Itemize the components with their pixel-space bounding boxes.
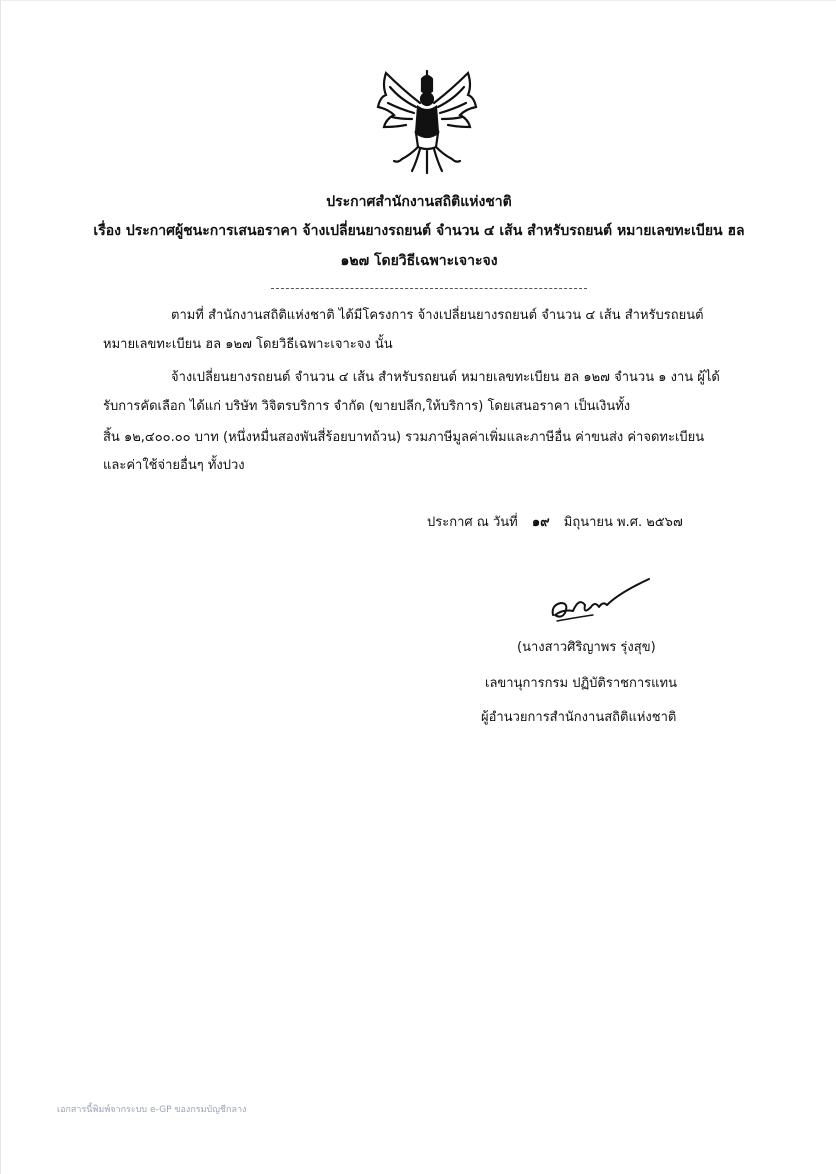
- subject-line-1: เรื่อง ประกาศผู้ชนะการเสนอราคา จ้างเปลี่ยนยางรถยนต์ จำนวน ๔ เส้น สำหรับรถยนต์ หมายเลขทะเบียน ฮล: [93, 223, 745, 239]
- announcement-date: [427, 513, 683, 533]
- announcement-title: ประกาศสำนักงานสถิติแห่งชาติ: [326, 194, 512, 210]
- subject-line-2: ๑๒๗ โดยวิธีเฉพาะเจาะจง: [340, 253, 498, 269]
- paragraph-2-line-2: รับการคัดเลือก ได้แก่ บริษัท วิจิตรบริการ จำกัด (ขายปลีก,ให้บริการ) โดยเสนอราคา เป็นเงินทั้ง: [103, 399, 631, 414]
- paragraph-2-line-4: และค่าใช้จ่ายอื่นๆ ทั้งปวง: [103, 458, 245, 473]
- egp-footer-note: เอกสารนี้พิมพ์จากระบบ e-GP ของกรมบัญชีกลาง: [57, 1105, 247, 1115]
- handwritten-signature: [549, 575, 653, 627]
- date-month-year: มิถุนายน พ.ศ. ๒๕๖๗: [563, 515, 683, 530]
- paragraph-1-line-1: ตามที่ สำนักงานสถิติแห่งชาติ ได้มีโครงการ จ้างเปลี่ยนยางรถยนต์ จำนวน ๔ เส้น สำหรับรถยนต์: [171, 308, 704, 323]
- paragraph-1-line-2: หมายเลขทะเบียน ฮล ๑๒๗ โดยวิธีเฉพาะเจาะจง นั้น: [103, 337, 393, 352]
- garuda-emblem: [372, 67, 482, 177]
- separator-rule: [271, 288, 587, 289]
- signatory-position: เลขานุการกรม ปฏิบัติราชการแทน: [485, 676, 677, 691]
- date-prefix: ประกาศ ณ วันที่: [427, 515, 518, 530]
- paragraph-2-line-1: จ้างเปลี่ยนยางรถยนต์ จำนวน ๔ เส้น สำหรับรถยนต์ หมายเลขทะเบียน ฮล ๑๒๗ จำนวน ๑ งาน ผู้ได้: [171, 370, 720, 385]
- signatory-name: (นางสาวศิริญาพร รุ่งสุข): [517, 640, 656, 655]
- signatory-office: ผู้อำนวยการสำนักงานสถิติแห่งชาติ: [481, 710, 677, 725]
- paragraph-2-line-3: สิ้น ๑๒,๔๐๐.๐๐ บาท (หนึ่งหมื่นสองพันสี่ร้อยบาทถ้วน) รวมภาษีมูลค่าเพิ่มและภาษีอื่น ค่าขนส่ง ค่าจดทะเบียน: [103, 430, 705, 445]
- date-day: ๑๙: [531, 515, 550, 530]
